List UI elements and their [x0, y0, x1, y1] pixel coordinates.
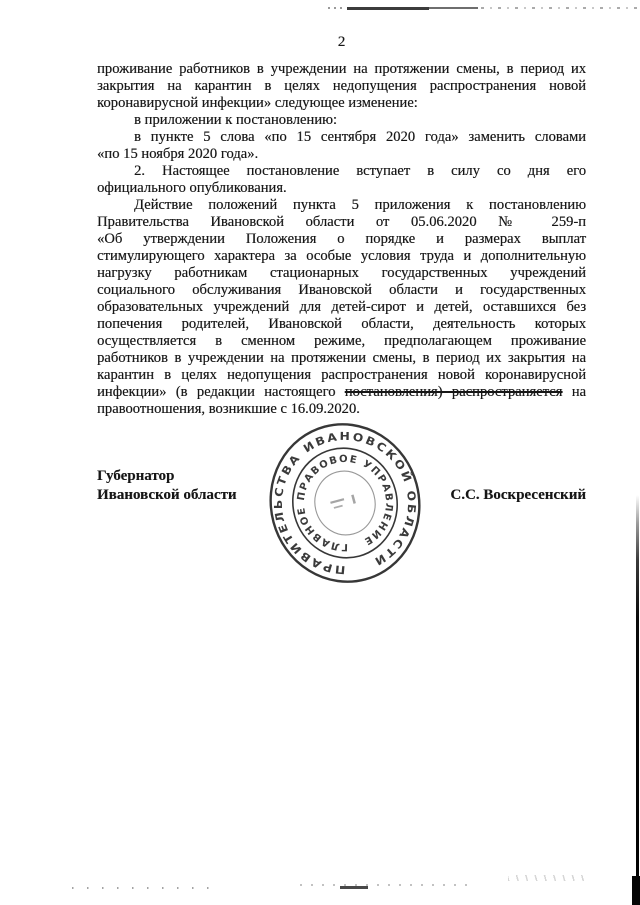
text-line: осуществляется в сменном режиме, предполагающем проживание — [97, 333, 586, 349]
text-segment: инфекции» (в редакции настоящего — [97, 384, 345, 400]
text-line: социального обслуживания Ивановской области и государственных — [97, 282, 586, 298]
text-line: коронавирусной инфекции» следующее изменение: — [97, 95, 418, 111]
scan-artifact-bottom-speckle — [300, 884, 475, 886]
scan-artifact-top-dots — [328, 7, 346, 9]
text-line-with-strikethrough — [97, 384, 586, 401]
text-line: в пункте 5 слова «по 15 сентября 2020 года» заменить словами — [134, 129, 586, 145]
signatory-title-line1: Губернатор — [97, 468, 175, 484]
official-stamp — [259, 414, 431, 592]
text-line: карантин в целях недопущения распространения новой коронавирусной — [97, 367, 586, 383]
scan-artifact-bottom-speckle — [508, 875, 588, 881]
svg-text:ГЛАВНОЕ ПРАВОВОЕ УПРАВЛЕНИЕ — [285, 443, 405, 562]
text-segment: на — [562, 384, 586, 400]
document-body — [97, 61, 586, 418]
text-line: работников в учреждении на протяжении смены, в период их закрытия на — [97, 350, 586, 366]
stamp-inner-ring-text: ГЛАВНОЕ ПРАВОВОЕ УПРАВЛЕНИЕ — [295, 453, 395, 553]
text-line: нагрузку работникам стационарных государственных учреждений — [97, 265, 586, 281]
scan-artifact-bottom-dots — [72, 887, 212, 889]
text-line: 2. Настоящее постановление вступает в силу со дня его — [134, 163, 586, 179]
signatory-title-line2: Ивановской области — [97, 487, 237, 503]
text-line: официального опубликования. — [97, 180, 287, 196]
text-line: образовательных учреждений для детей-сирот и детей, оставшихся без — [97, 299, 586, 315]
scan-artifact-top-speckle — [481, 7, 639, 9]
stamp-outer-ring-text: ПРАВИТЕЛЬСТВА ИВАНОВСКОЙ ОБЛАСТИ — [271, 429, 419, 577]
scan-artifact-right-edge-blob — [632, 876, 640, 905]
text-line: в приложении к постановлению: — [134, 112, 337, 128]
signatory-name: С.С. Воскресенский — [450, 487, 586, 503]
svg-text:ПРАВИТЕЛЬСТВА ИВАНОВСКОЙ ОБЛАС — [259, 414, 431, 591]
text-line: Действие положений пункта 5 приложения к постановлению — [134, 197, 586, 213]
text-line: закрытия на карантин в целях недопущения распространения новой — [97, 78, 586, 94]
text-line: проживание работников в учреждении на протяжении смены, в период их — [97, 61, 586, 77]
text-line: Правительства Ивановской области от 05.06.2020 № 259-п — [97, 214, 586, 230]
text-line: правоотношения, возникшие с 16.09.2020. — [97, 401, 360, 417]
text-line: «Об утверждении Положения о порядке и размерах выплат — [97, 231, 586, 247]
stamp-inner-circle — [308, 464, 383, 541]
scan-artifact-top-dash — [347, 7, 429, 10]
scan-artifact-right-edge-line — [636, 495, 639, 905]
text-line: стимулирующего характера за особые условия труда и дополнительную — [97, 248, 586, 264]
scan-artifact-bottom-dash — [340, 886, 368, 889]
struck-text-segment: постановления) распространяется — [344, 384, 563, 400]
text-line: попечения родителей, Ивановской области, деятельность которых — [97, 316, 586, 332]
page-number: 2 — [337, 34, 346, 50]
stamp-center-marks — [330, 494, 356, 509]
scan-artifact-top-dash-faint — [429, 7, 478, 9]
text-line: «по 15 ноября 2020 года». — [97, 146, 259, 162]
